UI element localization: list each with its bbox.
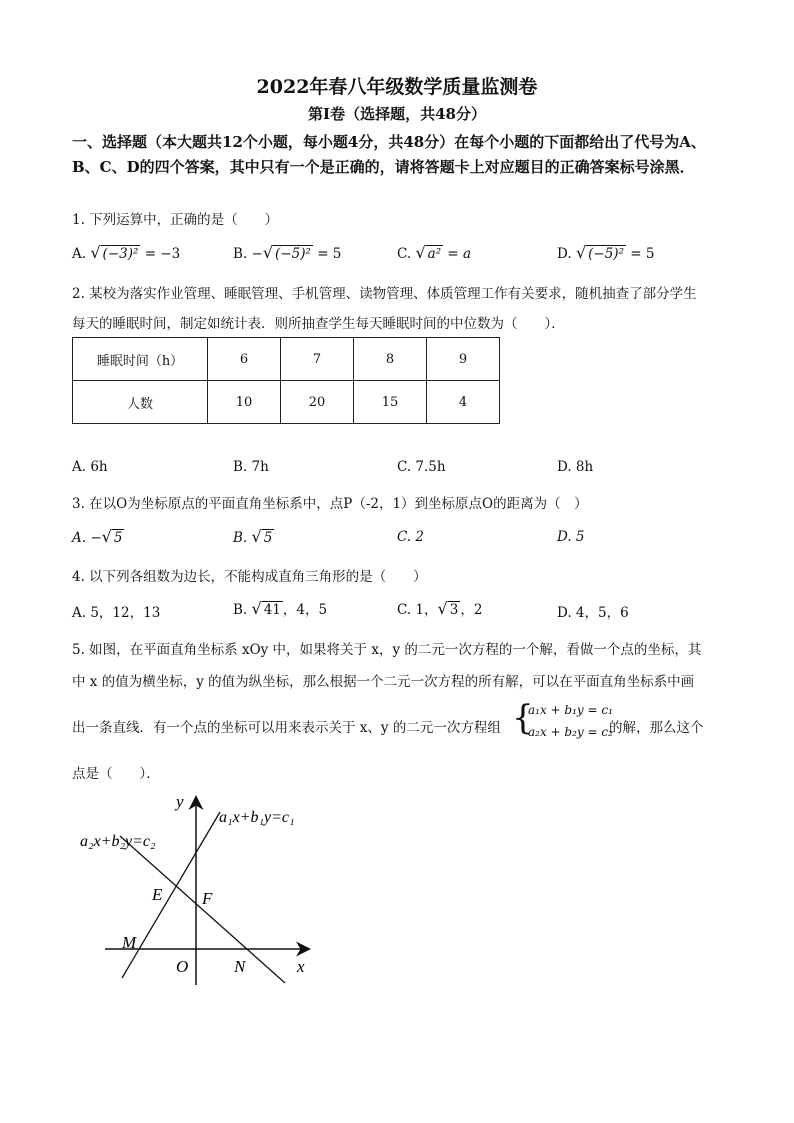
q1-c-radicand: a² bbox=[427, 246, 442, 262]
line2-equation-label: a₂x+b₂y=c₂ bbox=[80, 833, 156, 850]
q3-option-c[interactable]: C. 2 bbox=[397, 529, 425, 545]
radical-sign-icon: √ bbox=[251, 527, 262, 546]
radical-sign-icon: √ bbox=[575, 243, 587, 262]
line-2 bbox=[120, 836, 285, 983]
table-header-count: 人数 bbox=[73, 381, 208, 424]
q5-line3-prefix: 出一条直线．有一个点的坐标可以用来表示关于 x、y 的二元一次方程组 bbox=[72, 720, 501, 736]
q5-line2: 中 x 的值为横坐标，y 的值为纵坐标，那么根据一个二元一次方程的所有解，可以在平面直角坐标系中画 bbox=[72, 674, 695, 690]
table-cell: 20 bbox=[281, 381, 354, 424]
q3-a-radicand: 5 bbox=[113, 530, 123, 546]
q1-b-label: B. bbox=[233, 246, 248, 262]
q2-option-a[interactable]: A. 6h bbox=[72, 459, 108, 475]
q4-c-prefix: C. 1， bbox=[397, 602, 438, 618]
radical-sign-icon: √ bbox=[437, 599, 448, 618]
q1-stem: 1. 下列运算中，正确的是（ ） bbox=[72, 212, 279, 228]
table-cell: 8 bbox=[354, 338, 427, 381]
point-e-label: E bbox=[152, 885, 163, 904]
table-cell: 6 bbox=[208, 338, 281, 381]
q4-b-label: B. bbox=[233, 602, 248, 618]
q2-stem-line1: 2. 某校为落实作业管理、睡眠管理、手机管理、读物管理、体质管理工作有关要求，随机抽查了部分学生 bbox=[72, 286, 697, 302]
q1-b-rest: = 5 bbox=[317, 246, 342, 262]
q4-c-rest: ，2 bbox=[460, 602, 483, 618]
table-cell: 10 bbox=[208, 381, 281, 424]
point-n-label: N bbox=[234, 957, 246, 976]
table-cell: 7 bbox=[281, 338, 354, 381]
q3-stem: 3. 在以O为坐标原点的平面直角坐标系中，点P（-2，1）到坐标原点O的距离为（ ） bbox=[72, 496, 588, 512]
point-f-label: F bbox=[202, 889, 213, 908]
origin-label: O bbox=[176, 957, 189, 976]
line1-equation-label: a₁x+b₁y=c₁ bbox=[219, 809, 295, 826]
q1-b-radicand: (−5)² bbox=[275, 246, 311, 262]
q4-option-d[interactable]: D. 4，5，6 bbox=[557, 605, 629, 621]
q2-stem-line2: 每天的睡眠时间，制定如统计表．则所抽查学生每天睡眠时间的中位数为（ ）． bbox=[72, 316, 565, 332]
q1-b-prefix: − bbox=[251, 246, 263, 262]
y-axis-label: y bbox=[176, 792, 184, 811]
left-brace-icon: { bbox=[512, 698, 534, 738]
q2-option-b[interactable]: B. 7h bbox=[233, 459, 269, 475]
q3-b-radicand: 5 bbox=[263, 530, 273, 546]
point-m-label: M bbox=[122, 933, 137, 952]
radical-sign-icon: √ bbox=[251, 599, 262, 618]
q1-a-rest: = −3 bbox=[144, 246, 181, 262]
q5-line1: 5. 如图，在平面直角坐标系 xOy 中，如果将关于 x，y 的二元一次方程的一个解，看做一个点的坐标，其 bbox=[72, 642, 702, 658]
q5-line4: 点是（ ）． bbox=[72, 766, 160, 782]
radical-sign-icon: √ bbox=[90, 243, 101, 262]
section-instructions: 一、选择题（本大题共12个小题，每小题4分，共48分）在每个小题的下面都给出了代号为A、B、C、D的四个答案，其中只有一个是正确的，请将答题卡上对应题目的正确答案标号涂黑． bbox=[72, 133, 706, 176]
q3-b-label: B. bbox=[233, 530, 248, 546]
q1-c-rest: = a bbox=[447, 246, 472, 262]
q2-option-c[interactable]: C. 7.5h bbox=[397, 459, 446, 475]
table-cell: 4 bbox=[427, 381, 500, 424]
q4-b-rest: ，4，5 bbox=[282, 602, 328, 618]
q1-c-label: C. bbox=[397, 246, 412, 262]
x-axis-label: x bbox=[297, 957, 305, 976]
q5-line3-suffix: 的解，那么这个 bbox=[609, 720, 704, 736]
q4-option-a[interactable]: A. 5，12，13 bbox=[72, 605, 161, 621]
table-cell: 15 bbox=[354, 381, 427, 424]
q3-option-d[interactable]: D. 5 bbox=[557, 529, 585, 545]
q1-d-rest: = 5 bbox=[630, 246, 655, 262]
q2-option-d[interactable]: D. 8h bbox=[557, 459, 594, 475]
part-subtitle: 第Ⅰ卷（选择题，共48分） bbox=[308, 105, 486, 123]
q1-d-label: D. bbox=[557, 246, 572, 262]
equation-2: a₂x + b₂y = c₂ bbox=[528, 725, 613, 739]
radical-sign-icon: √ bbox=[262, 243, 274, 262]
table-header-hours: 睡眠时间（h） bbox=[73, 338, 208, 381]
q3-a-label: A. bbox=[72, 530, 87, 546]
radical-sign-icon: √ bbox=[415, 243, 426, 262]
page-title: 2022年春八年级数学质量监测卷 bbox=[256, 76, 538, 98]
q4-stem: 4. 以下列各组数为边长，不能构成直角三角形的是（ ） bbox=[72, 569, 427, 585]
q4-b-radicand: 41 bbox=[263, 602, 281, 618]
q1-a-label: A. bbox=[72, 246, 87, 262]
q1-a-radicand: (−3)² bbox=[102, 246, 139, 262]
q3-a-prefix: − bbox=[90, 530, 102, 546]
equation-1: a₁x + b₁y = c₁ bbox=[528, 703, 613, 717]
table-cell: 9 bbox=[427, 338, 500, 381]
q1-d-radicand: (−5)² bbox=[588, 246, 624, 262]
radical-sign-icon: √ bbox=[101, 527, 112, 546]
q4-c-radicand: 3 bbox=[449, 602, 459, 618]
